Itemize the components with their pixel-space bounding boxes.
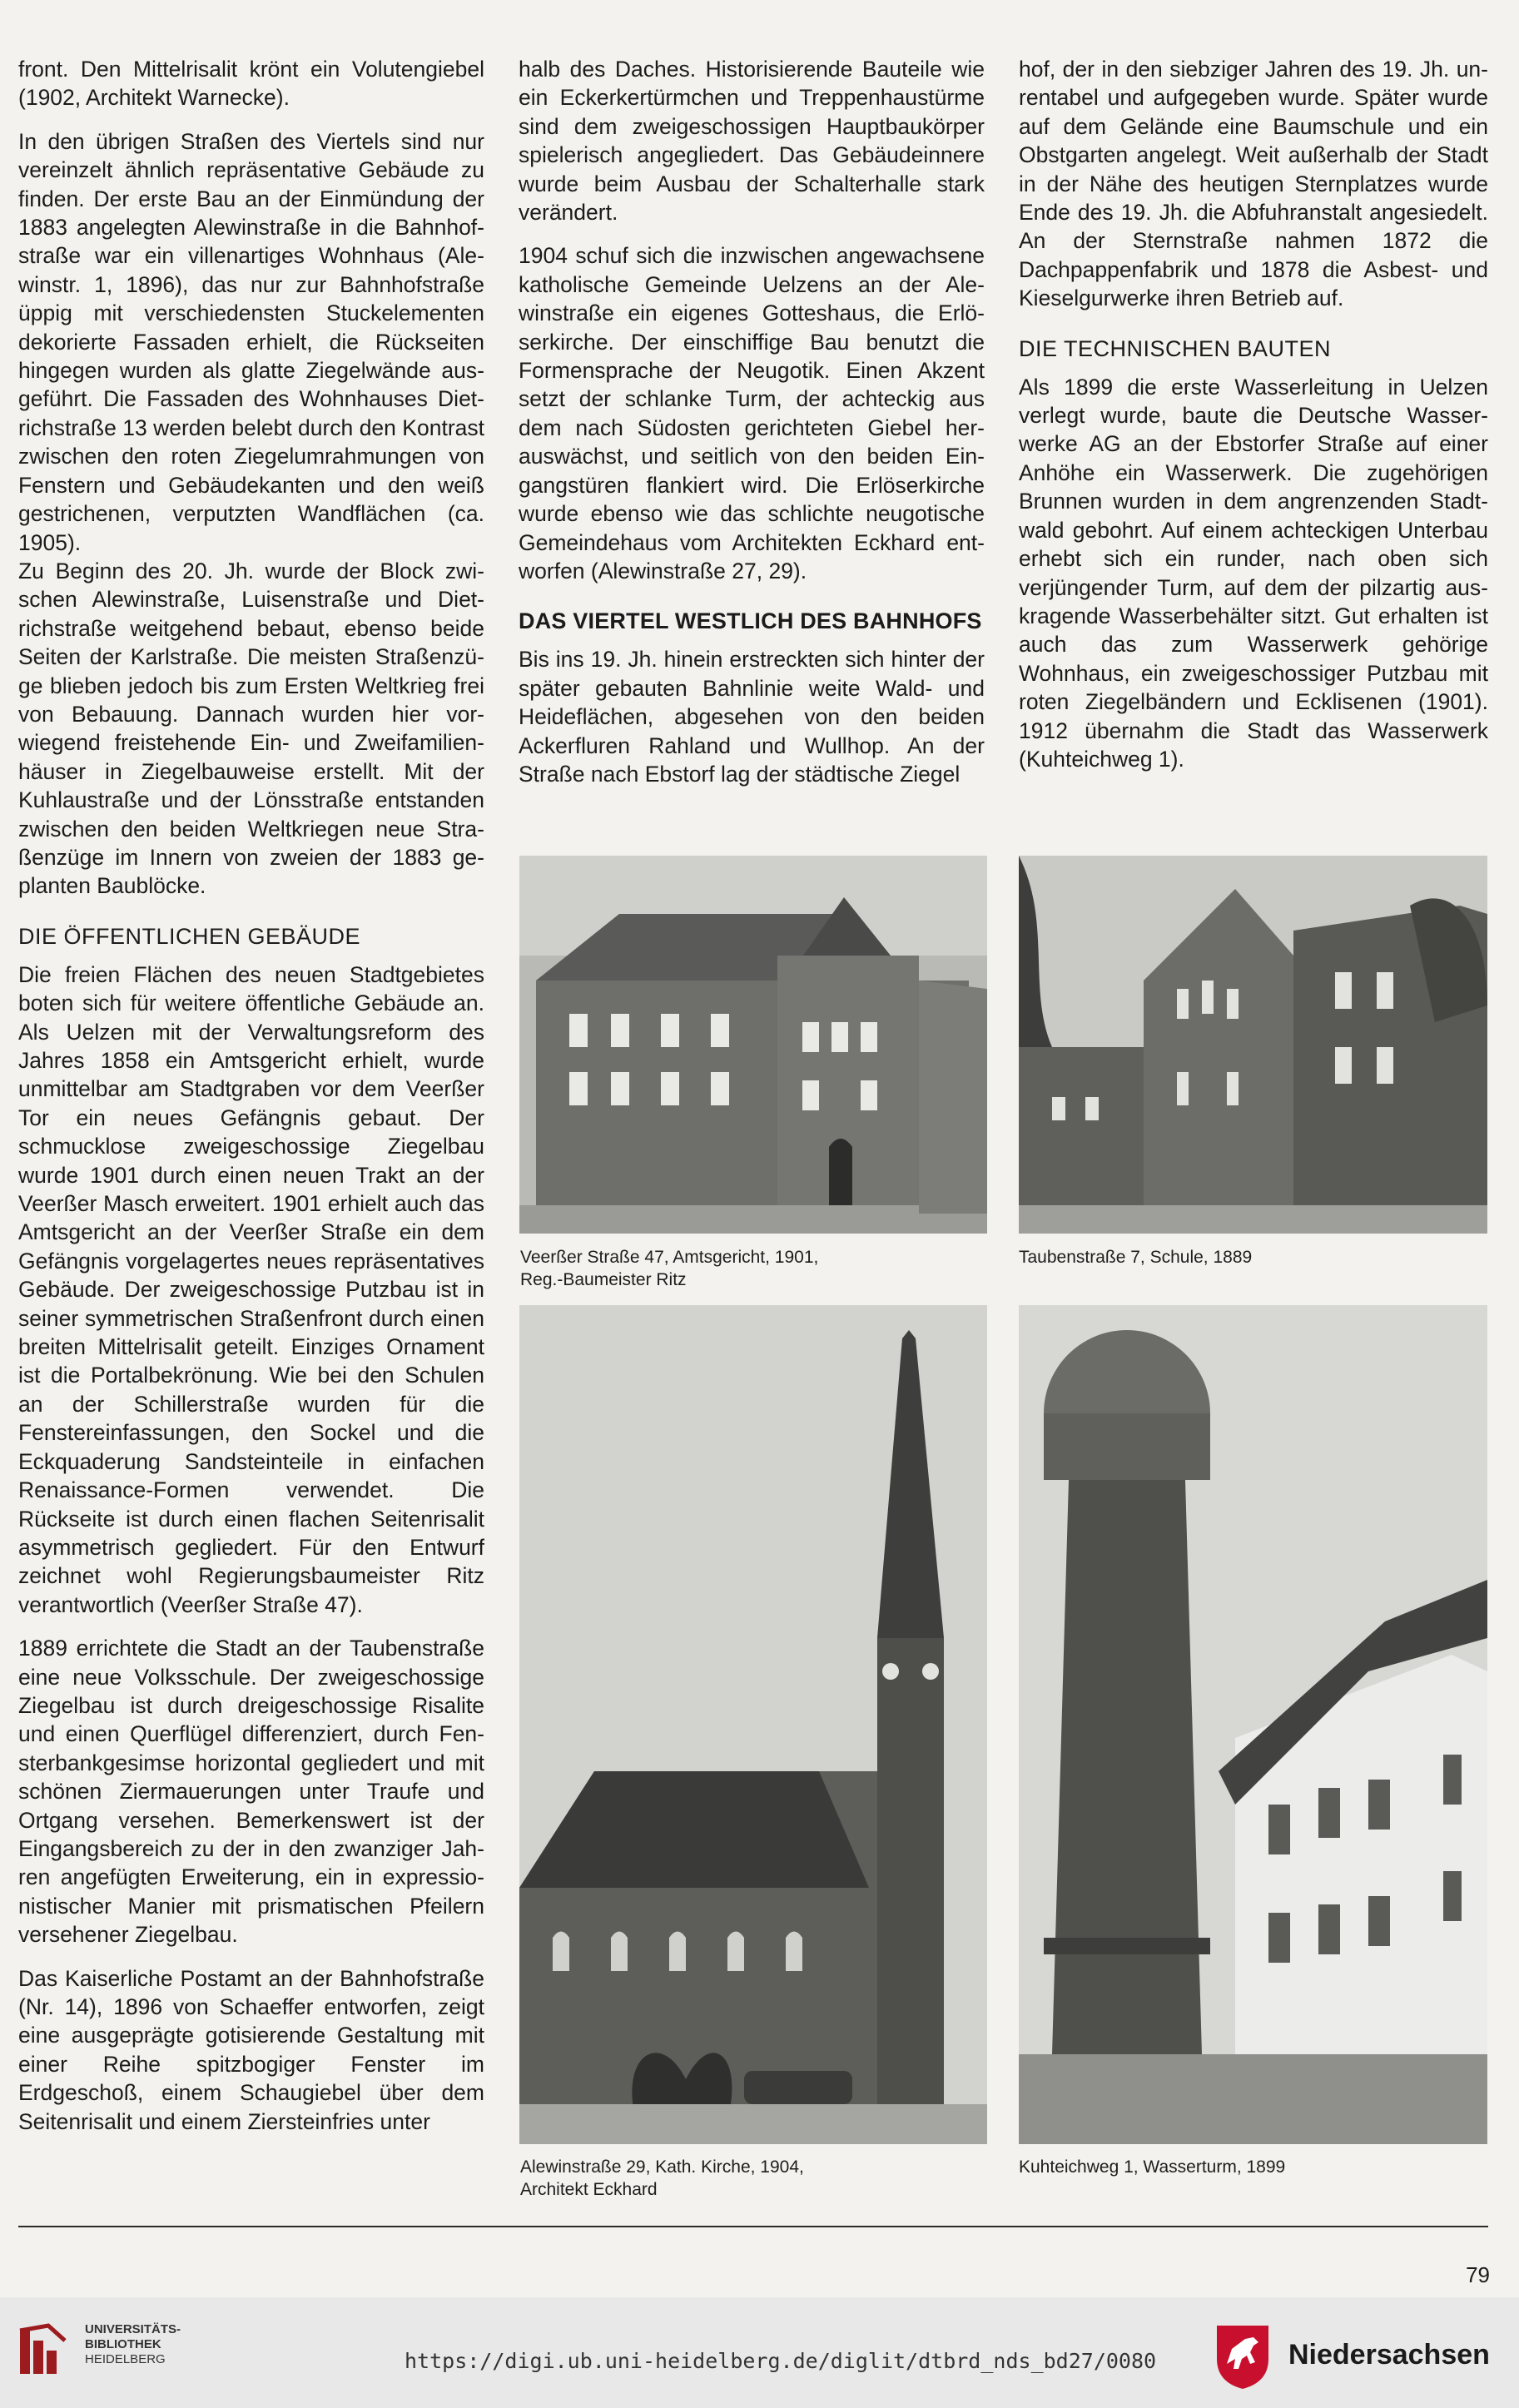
paragraph: In den übrigen Straßen des Viertels sind nur vereinzelt ähnlich repräsentative Gebäude zu finden. Der erste Bau an der Einmündung der 1883 angelegten Alewinstraße in die Bahnhofstraße war ein villenartiges Wohnhaus (Alewinstr. 1, 1896), das nur zur Bahnhofstraße üppig mit verschiedensten Stuckelementen dekorierte Fassaden erhielt, die Rückseiten hingegen wurden als glatte Ziegelwände ausgeführt. Die Fassaden des Wohnhauses Dietrichstraße 13 werden belebt durch den Kontrast zwischen den roten Ziegelumrahmungen von Fenstern und Gebäudekanten und den weiß gestrichenen, verputzten Wandflächen (ca. 1905). xyxy=(18,128,484,555)
caption-kirche: Alewinstraße 29, Kath. Kirche, 1904, Architekt Eckhard xyxy=(520,2157,804,2199)
photo-schule xyxy=(1019,856,1487,1234)
text-column-middle xyxy=(519,55,985,803)
photo-wasserturm xyxy=(1019,1305,1487,2144)
footer-bar xyxy=(0,2297,1519,2408)
paragraph: Zu Beginn des 20. Jh. wurde der Block zwischen Alewinstraße, Luisenstraße und Dietrichstraße weitgehend bebaut, ebenso beide Seiten der Karlstraße. Die meisten Straßenzüge blieben jedoch bis zum Ersten Weltkrieg frei von Bebauung. Dannach wurden hier vorwiegend freistehende Ein- und Zweifamilienhäuser in Ziegelbauweise erstellt. Mit der Kuhlaustraße und der Lönsstraße entstanden zwischen den beiden Weltkriegen neue Straßenzüge im Innern von zweien der 1883 geplanten Baublöcke. xyxy=(18,558,484,899)
text-column-right xyxy=(1019,55,1488,788)
paragraph: halb des Daches. Historisierende Bauteile wie ein Eckerkertürmchen und Treppenhaustürme sind dem zweigeschossigen Hauptbaukörper spielerisch angegliedert. Das Gebäudeinnere wurde beim Ausbau der Schalterhalle stark verändert. xyxy=(519,57,985,226)
section-heading: DAS VIERTEL WESTLICH DES BAHNHOFS xyxy=(519,608,982,634)
paragraph: Bis ins 19. Jh. hinein erstreckten sich hinter der später gebauten Bahnlinie weite Wald- und Heideflächen, abgesehen von den beiden Ackerfluren Rahland und Wullhop. An der Straße nach Ebstorf lag der städtische Ziegel xyxy=(519,647,985,787)
section-heading: DIE ÖFFENTLICHEN GEBÄUDE xyxy=(18,923,361,949)
caption-amtsgericht: Veerßer Straße 47, Amtsgericht, 1901, Reg.-Baumeister Ritz xyxy=(520,1248,819,1289)
state-name: Niedersachsen xyxy=(1288,2339,1490,2371)
paragraph: 1889 errichtete die Stadt an der Taubenstraße eine neue Volksschule. Der zweigeschossige Ziegelbau ist durch dreigeschossige Risalite und einen Querflügel differenziert, durch Fensterbankgesimse horizontal gegliedert und mit schönen Ziermauerungen unter Traufe und Ortgang versehen. Bemerkenswert ist der Eingangsbereich zu der in den zwanziger Jahren angefügten Erweiterung, ein in expressionistischer Manier mit prismatischen Pfeilern versehener Ziegelbau. xyxy=(18,1636,484,1948)
document-url-link[interactable]: https://digi.ub.uni-heidelberg.de/diglit/dtbrd_nds_bd27/0080 xyxy=(405,2349,1157,2373)
photo-kirche xyxy=(519,1305,987,2144)
photo-amtsgericht xyxy=(519,856,987,1234)
caption-schule: Taubenstraße 7, Schule, 1889 xyxy=(1019,1248,1253,1267)
footer-rule xyxy=(18,2226,1488,2227)
page-number: 79 xyxy=(1466,2262,1490,2287)
paragraph: front. Den Mittelrisalit krönt ein Volutengiebel (1902, Architekt Warnecke). xyxy=(18,57,484,111)
section-heading: DIE TECHNISCHEN BAUTEN xyxy=(1019,335,1332,361)
library-name: UNIVERSITÄTS- BIBLIOTHEK HEIDELBERG xyxy=(85,2322,181,2366)
university-library-logo-icon xyxy=(15,2322,75,2382)
paragraph: Die freien Flächen des neuen Stadtgebietes boten sich für weitere öffentliche Gebäude an. Als Uelzen mit der Verwaltungsreform des Jahres 1858 ein Amtsgericht erhielt, wurde unmittelbar am Stadtgraben vor dem Veerßer Tor ein neues Gefängnis gebaut. Der schmucklose zweigeschossige Ziegelbau wurde 1901 durch einen neuen Trakt an der Veerßer Masch erweitert. 1901 erhielt auch das Amtsgericht an der Veerßer Straße ein dem Gefängnis vorgelagertes neues repräsentatives Gebäude. Der zweigeschossige Putzbau ist in seiner symmetrischen Straßenfront durch einen breiten Mittelrisalit geteilt. Einziges Ornament ist die Portalbekrönung. Wie bei den Schulen an der Schillerstraße wurden für die Fenstereinfassungen, den Sockel und die Eckquaderung Sandsteinteile in einfachen Renaissance-Formen verwendet. Die Rückseite ist durch einen flachen Seitenrisalit asymmetrisch gegliedert. Für den Entwurf zeichnet wohl Regierungsbaumeister Ritz verantwortlich (Veerßer Straße 47). xyxy=(18,961,484,1617)
paragraph: Das Kaiserliche Postamt an der Bahnhofstraße (Nr. 14), 1896 von Schaeffer entworfen, zeigt eine ausgeprägte gotisierende Gestaltung mit einer Reihe spitzbogiger Fenster im Erdgeschoß, einem Schaugiebel über dem Seitenrisalit und einem Ziersteinfries unter xyxy=(18,1965,484,2134)
paragraph: hof, der in den siebziger Jahren des 19. Jh. unrentabel und aufgegeben wurde. Später wurde auf dem Gelände eine Baumschule und ein Obstgarten angelegt. Weit außerhalb der Stadt in der Nähe des heutigen Sternplatzes wurde Ende des 19. Jh. die Abfuhranstalt angesiedelt. An der Sternstraße nahmen 1872 die Dachpappenfabrik und 1878 die Asbest- und Kieselgurwerke ihren Betrieb auf. xyxy=(1019,57,1488,311)
niedersachsen-coat-of-arms-icon xyxy=(1214,2322,1272,2391)
paragraph: 1904 schuf sich die inzwischen angewachsene katholische Gemeinde Uelzens an der Alewinstraße ein eigenes Gotteshaus, die Erlöserkirche. Der einschiffige Bau benutzt die Formensprache der Neugotik. Einen Akzent setzt der schlanke Turm, der achteckig aus dem nach Südosten gerichteten Giebel herauswächst, und seitlich von den beiden Eingangstüren flankiert wird. Die Erlöserkirche wurde ebenso wie das schlichte neugotische Gemeindehaus vom Architekten Eckhard entworfen (Alewinstraße 27, 29). xyxy=(519,243,985,583)
text-column-left xyxy=(18,55,484,2151)
caption-wasserturm: Kuhteichweg 1, Wasserturm, 1899 xyxy=(1019,2157,1286,2177)
paragraph: Als 1899 die erste Wasserleitung in Uelzen verlegt wurde, baute die Deutsche Wasserwerke AG an der Ebstorfer Straße auf einer Anhöhe ein Wasserwerk. Die zugehörigen Brunnen wurden in dem angrenzenden Stadtwald gebohrt. Auf einem achteckigen Unterbau erhebt sich ein runder, nach oben sich verjüngender Turm, auf dem der pilzartig auskragende Wasserbehälter sitzt. Gut erhalten ist auch das zum Wasserwerk gehörige Wohnhaus, ein zweigeschossiger Putzbau mit roten Ziegelbändern und Ecklisenen (1901). 1912 übernahm die Stadt das Wasserwerk (Kuhteichweg 1). xyxy=(1019,374,1488,772)
